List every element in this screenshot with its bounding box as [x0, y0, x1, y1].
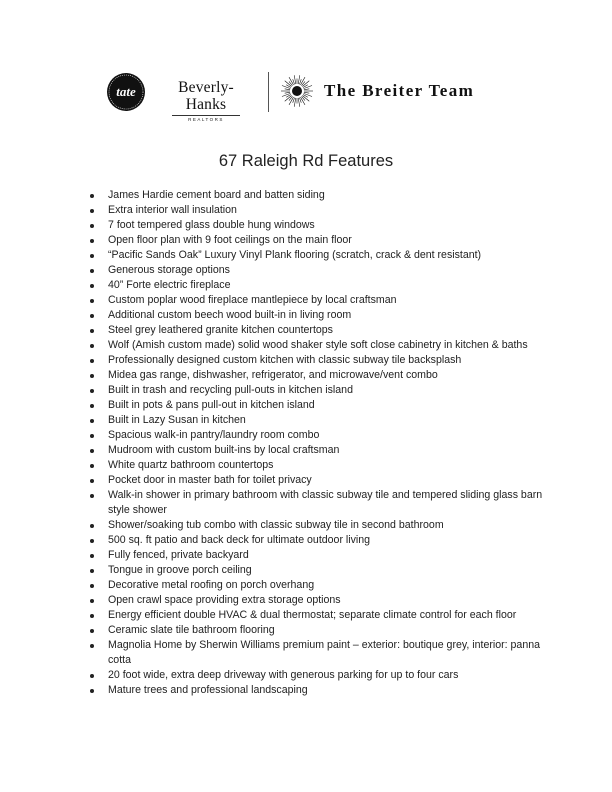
feature-item: Ceramic slate tile bathroom flooring	[108, 623, 548, 638]
sun-ray	[304, 86, 312, 89]
feature-item: Open crawl space providing extra storage options	[108, 593, 548, 608]
feature-item: 500 sq. ft patio and back deck for ultimate outdoor living	[108, 533, 548, 548]
feature-item: Steel grey leathered granite kitchen countertops	[108, 323, 548, 338]
sun-ray	[304, 89, 309, 90]
sun-ray	[298, 75, 300, 84]
feature-item: Pocket door in master bath for toilet privacy	[108, 473, 548, 488]
sun-ray	[298, 98, 300, 107]
feature-item: Built in Lazy Susan in kitchen	[108, 413, 548, 428]
beverly-hanks-logo	[158, 79, 254, 122]
sothebys-seal-logo	[106, 72, 146, 112]
feature-item: Professionally designed custom kitchen with classic subway tile backsplash	[108, 353, 548, 368]
feature-item: Magnolia Home by Sherwin Williams premium paint – exterior: boutique grey, interior: panna cotta	[108, 638, 548, 668]
beverly-hanks-rule	[172, 115, 240, 116]
feature-item: 20 foot wide, extra deep driveway with generous parking for up to four cars	[108, 668, 548, 683]
logo-divider	[268, 72, 269, 112]
feature-item: Energy efficient double HVAC & dual thermostat; separate climate control for each floor	[108, 608, 548, 623]
feature-item: Built in trash and recycling pull-outs in kitchen island	[108, 383, 548, 398]
feature-item: Additional custom beech wood built-in in living room	[108, 308, 548, 323]
sun-ray	[282, 86, 290, 89]
feature-item: Open floor plan with 9 foot ceilings on the main floor	[108, 233, 548, 248]
sun-ray	[304, 93, 312, 96]
sun-ray	[294, 98, 296, 107]
feature-item: Fully fenced, private backyard	[108, 548, 548, 563]
breiter-team-logo: The Breiter Team	[324, 81, 475, 100]
header	[0, 64, 612, 124]
feature-item: James Hardie cement board and batten siding	[108, 188, 548, 203]
feature-item: Walk-in shower in primary bathroom with classic subway tile and tempered sliding glass barn style shower	[108, 488, 548, 518]
sun-ray	[304, 92, 309, 93]
feature-item: Shower/soaking tub combo with classic subway tile in second bathroom	[108, 518, 548, 533]
feature-item: 40” Forte electric fireplace	[108, 278, 548, 293]
feature-item: Built in pots & pans pull-out in kitchen island	[108, 398, 548, 413]
beverly-hanks-name: Beverly-Hanks	[178, 79, 234, 113]
feature-item: Spacious walk-in pantry/laundry room combo	[108, 428, 548, 443]
sothebys-logo-text: tate	[116, 84, 136, 99]
feature-item: Midea gas range, dishwasher, refrigerator, and microwave/vent combo	[108, 368, 548, 383]
feature-item: Extra interior wall insulation	[108, 203, 548, 218]
features-list	[108, 188, 548, 698]
feature-item: Mudroom with custom built-ins by local craftsman	[108, 443, 548, 458]
page-title: 67 Raleigh Rd Features	[218, 152, 394, 170]
feature-item: Mature trees and professional landscaping	[108, 683, 548, 698]
sun-ray	[285, 92, 290, 93]
sun-ray	[282, 93, 290, 96]
feature-item: Generous storage options	[108, 263, 548, 278]
sun-ray	[285, 89, 290, 90]
feature-item: “Pacific Sands Oak” Luxury Vinyl Plank flooring (scratch, crack & dent resistant)	[108, 248, 548, 263]
feature-item: 7 foot tempered glass double hung windows	[108, 218, 548, 233]
feature-item: Tongue in groove porch ceiling	[108, 563, 548, 578]
feature-item: White quartz bathroom countertops	[108, 458, 548, 473]
feature-item: Decorative metal roofing on porch overhang	[108, 578, 548, 593]
sunburst-icon	[280, 74, 314, 108]
feature-item: Wolf (Amish custom made) solid wood shaker style soft close cabinetry in kitchen & baths	[108, 338, 548, 353]
sun-ray	[294, 75, 296, 84]
feature-item: Custom poplar wood fireplace mantlepiece by local craftsman	[108, 293, 548, 308]
beverly-hanks-sub: REALTORS	[188, 117, 224, 122]
